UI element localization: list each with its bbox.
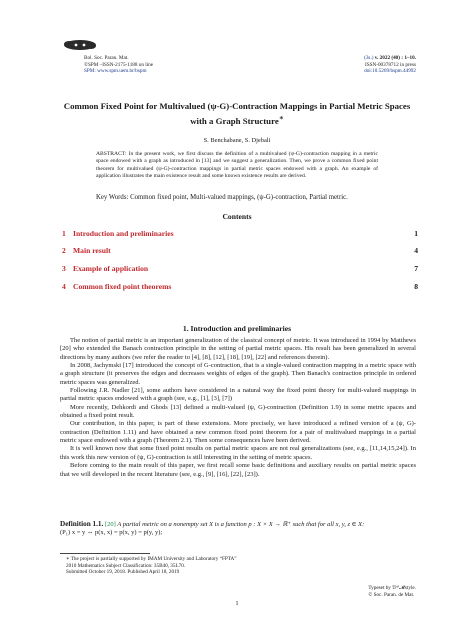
toc-label: Introduction and preliminaries — [73, 229, 174, 238]
definition-label: Definition 1.1. — [60, 520, 104, 528]
toc-number: 2 — [62, 246, 66, 255]
definition-text: A partial metric on a nonempty set X is a function p : X × X → ℝ⁺ such that for all x, y, z ∈ X: — [115, 521, 365, 528]
paper-title-text: Common Fixed Point for Multivalued (ψ-G)-Contraction Mappings in Partial Metric Spaces with a Graph Structure — [63, 101, 411, 126]
footnote-project: ∗ The project is partially supported by IMAM University and Laboratory “FPTA” — [66, 556, 237, 562]
paragraph: In 2008, Jachymski [17] introduced the concept of G-contraction, that is a single-valued contraction mapping in a metric space with a graph structure (it preserves the edges and decreases weights of edges of the graph). Then Banach's contraction principle in ordered metric spaces was generalized. — [60, 362, 416, 386]
toc-number: 1 — [62, 229, 66, 238]
toc-page: 7 — [414, 264, 418, 273]
toc-page: 1 — [414, 229, 418, 238]
journal-name: Bol. Soc. Paran. Mat. — [84, 55, 129, 61]
authors: S. Benchabane, S. Djebali — [203, 137, 271, 144]
abstract: ABSTRACT: In the present work, we first discuss the definition of a multivalued (ψ-G)-contraction mapping in a metric space endowed with a graph as introduced in [13] and we suggest a generalization. Then, we prove a common fixed point theorem for multivalued (ψ-G)-contraction mappings in partial metric spaces endowed with a graph. An example of application illustrates the main existence result and some known existence results are derived. — [96, 151, 378, 179]
toc-label: Common fixed point theorems — [73, 282, 172, 291]
section-title: 1. Introduction and preliminaries — [182, 324, 292, 333]
volume-line — [364, 55, 416, 62]
definition-cite[interactable]: [20] — [104, 521, 116, 528]
typeset-line2: © Soc. Paran. de Mat. — [368, 591, 415, 598]
paragraph: Following J.R. Nadler [21], some authors have considered in a natural way the fixed point theory for multi-valued mappings in partial metric spaces endowed with a graph (see, e.g., [1], [3], [7]) — [60, 387, 416, 403]
paragraph: The notion of partial metric is an important generalization of the classical concept of metric. It was introduced in 1994 by Matthews [20] who extended the Banach contraction principle in the setting of partial metric spaces. His result has been generalized in several directions by many authors (we refer the reader to [4], [8], [12], [18], [19], [22] and references therein). — [60, 337, 416, 361]
spm-link[interactable]: SPM: www.spm.uem.br/bspm — [84, 68, 147, 75]
title-footnote-mark: ∗ — [278, 113, 284, 122]
journal-logo-icon — [60, 38, 100, 52]
series-label: (3s.) — [364, 55, 374, 61]
journal-header-left — [84, 55, 153, 75]
paragraph: Before coming to the main result of this paper, we first recall some basic definitions and auxiliary results on partial metric spaces that we will developed in the recent literature (see, e.g., [9], [16], [22], [23]). — [60, 462, 416, 478]
definition-axiom: (P₁) x = y ⇔ p(x, x) = p(x, y) = p(y, y); — [60, 529, 163, 537]
keywords: Key Words: Common fixed point, Multi-valued mappings, (ψ-G)-contraction, Partial metric. — [96, 194, 348, 201]
paragraph: Our contribution, in this paper, is part of these extensions. More precisely, we have introduced a refined version of a (ψ, G)-contraction (Definition 1.11) and have obtained a new common fixed point theorem for a pair of multivalued mappings in a partial metric space endowed with a graph (Theorem 2.1). Then some consequences have been derived. — [60, 420, 416, 445]
definition-block — [60, 520, 416, 538]
footnote-submitted: Submitted October 19, 2018. Published April 18, 2019 — [66, 569, 180, 576]
footnote-rule — [60, 553, 150, 554]
toc-label: Main result — [73, 246, 111, 255]
toc-number: 4 — [62, 282, 66, 291]
toc-page: 8 — [414, 282, 418, 291]
definition-line — [60, 520, 416, 529]
footnote-msc: 2010 Mathematics Subject Classification: 35B40, 35L70. — [66, 562, 186, 569]
volume-text: v. 2022 (40) : 1–10. — [373, 55, 416, 61]
journal-header-right — [364, 55, 416, 75]
issn-press: ISSN-00378712 in press — [364, 61, 416, 68]
section-body — [60, 337, 416, 479]
contents-title: Contents — [222, 212, 252, 221]
doi-link[interactable]: doi:10.5269/bspm.44992 — [364, 68, 416, 75]
paragraph: More recently, Dehkordi and Ghods [13] defined a multi-valued (ψ, G)-contraction (Definition 1.9) in some metric spaces and obtained a fixed point result. — [60, 403, 416, 420]
issn-line: ©SPM –ISSN-2175-1188 on line — [84, 61, 154, 68]
footnotes — [60, 556, 416, 576]
toc-label: Example of application — [73, 264, 149, 273]
page-number: 1 — [235, 600, 239, 607]
toc-number: 3 — [62, 264, 66, 273]
paragraph: It is well known now that some fixed point results on partial metric spaces are not real generalizations (see, e.g., [11,14,15,24]). In this work this new version of (ψ, G)-contraction is still interesting in the setting of metric spaces. — [60, 445, 416, 461]
typeset-note — [368, 585, 416, 598]
paper-title — [60, 101, 414, 127]
typeset-line1: Typeset by ℬˢᴾ𝓜style. — [368, 585, 416, 591]
toc-page: 4 — [414, 246, 418, 255]
